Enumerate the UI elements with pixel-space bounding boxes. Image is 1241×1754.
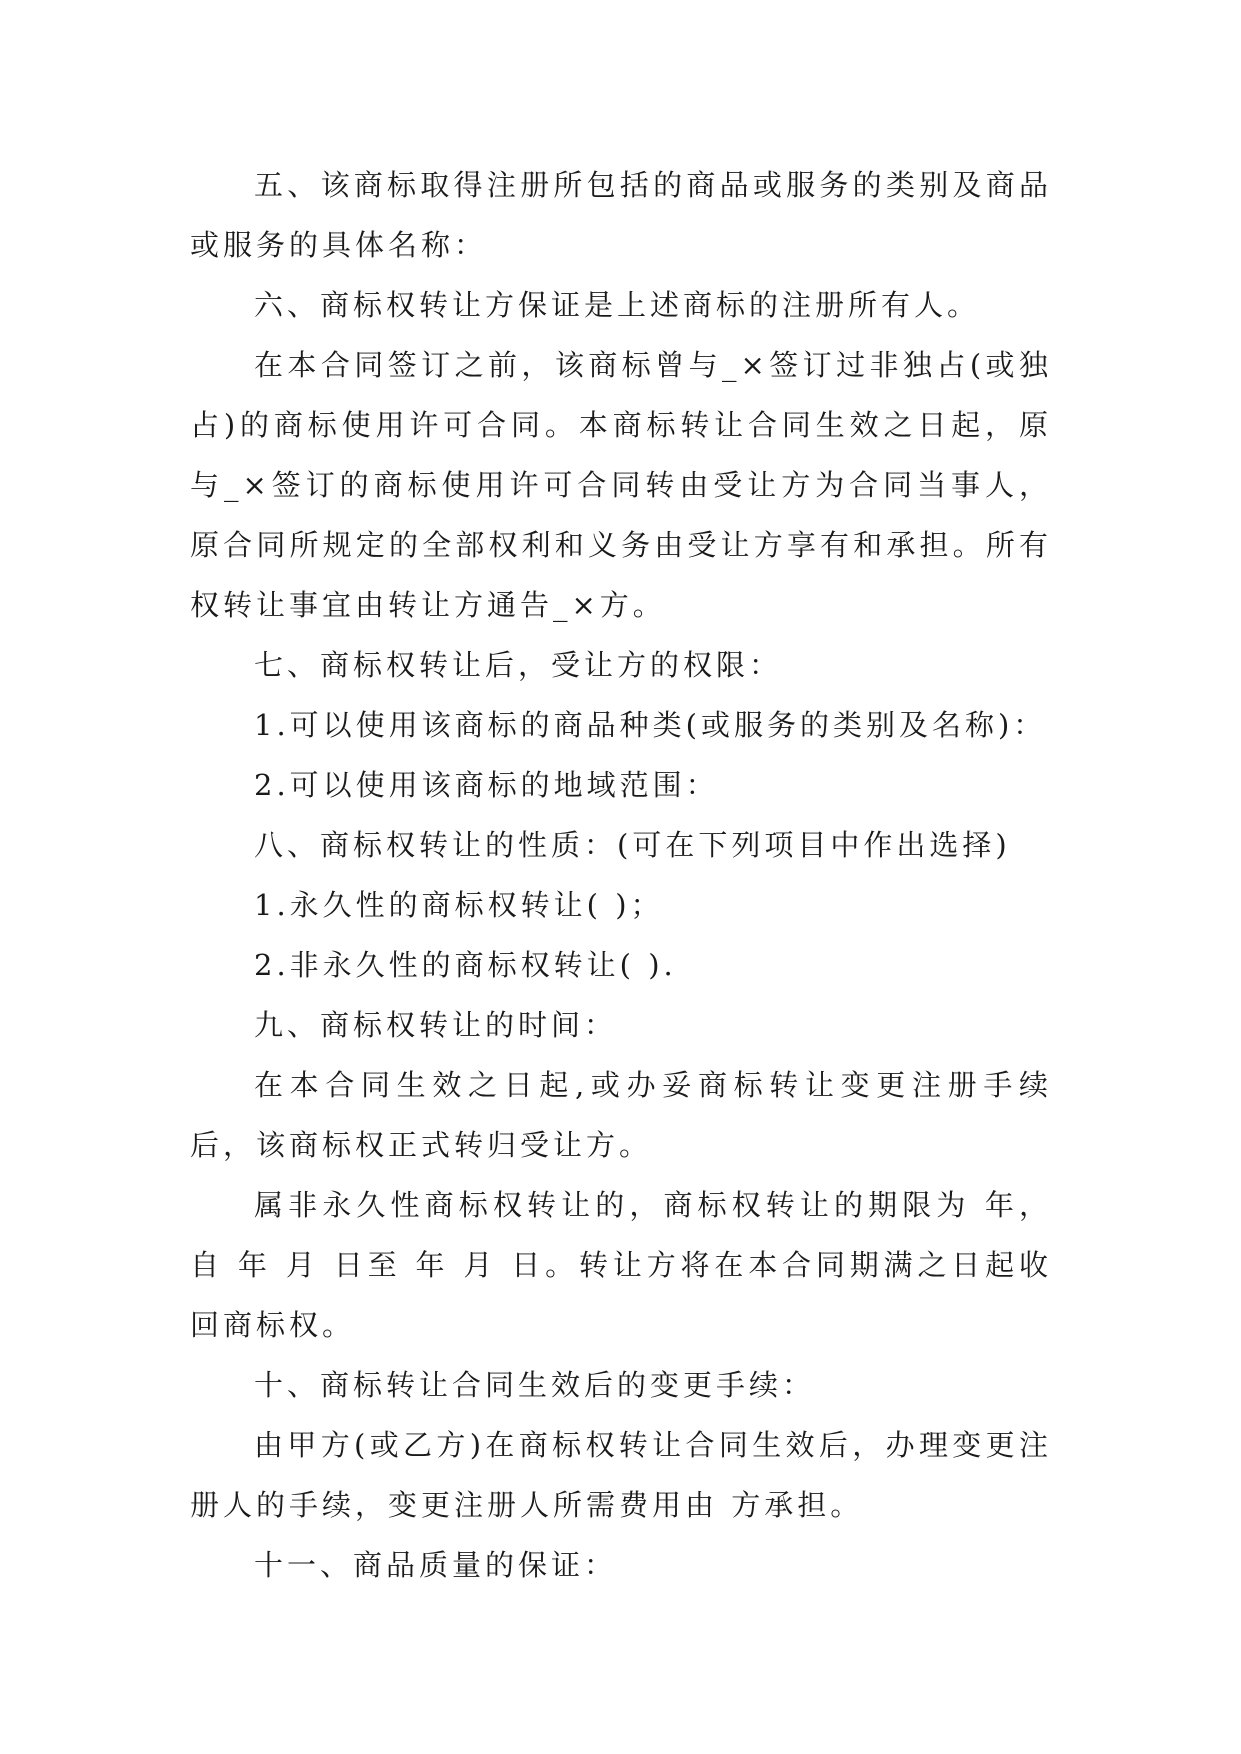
paragraph-section-9: 九、商标权转让的时间： <box>254 1008 618 1042</box>
document-body <box>190 155 1052 1595</box>
paragraph-term-period: 属非永久性商标权转让的，商标权转让的期限为 年，自 年 月 日至 年 月 日。转让方将在本合同期满之日起收回商标权。 <box>190 1188 1052 1342</box>
list-item-goods-scope: 1.可以使用该商标的商品种类(或服务的类别及名称)： <box>254 708 1047 742</box>
paragraph-section-10: 十、商标转让合同生效后的变更手续： <box>254 1368 816 1402</box>
paragraph-section-7: 七、商标权转让后，受让方的权限： <box>254 648 783 682</box>
paragraph-section-6: 六、商标权转让方保证是上述商标的注册所有人。 <box>254 288 981 322</box>
list-item-non-permanent: 2.非永久性的商标权转让( ). <box>254 948 677 982</box>
paragraph-section-11: 十一、商品质量的保证： <box>254 1548 618 1582</box>
list-item-permanent: 1.永久性的商标权转让( )； <box>254 888 664 922</box>
paragraph-section-5: 五、该商标取得注册所包括的商品或服务的类别及商品或服务的具体名称： <box>190 168 1052 262</box>
paragraph-change-procedure: 由甲方(或乙方)在商标权转让合同生效后，办理变更注册人的手续，变更注册人所需费用由 方承担。 <box>190 1428 1052 1522</box>
list-item-region-scope: 2.可以使用该商标的地域范围： <box>254 768 719 802</box>
paragraph-effective-time: 在本合同生效之日起,或办妥商标转让变更注册手续后，该商标权正式转归受让方。 <box>190 1068 1052 1162</box>
paragraph-prior-license: 在本合同签订之前，该商标曾与_×签订过非独占(或独占)的商标使用许可合同。本商标转让合同生效之日起，原与_×签订的商标使用许可合同转由受让方为合同当事人，原合同所规定的全部权利和义务由受让方享有和承担。所有权转让事宜由转让方通告_×方。 <box>190 348 1052 622</box>
paragraph-section-8: 八、商标权转让的性质：(可在下列项目中作出选择) <box>254 828 1011 862</box>
